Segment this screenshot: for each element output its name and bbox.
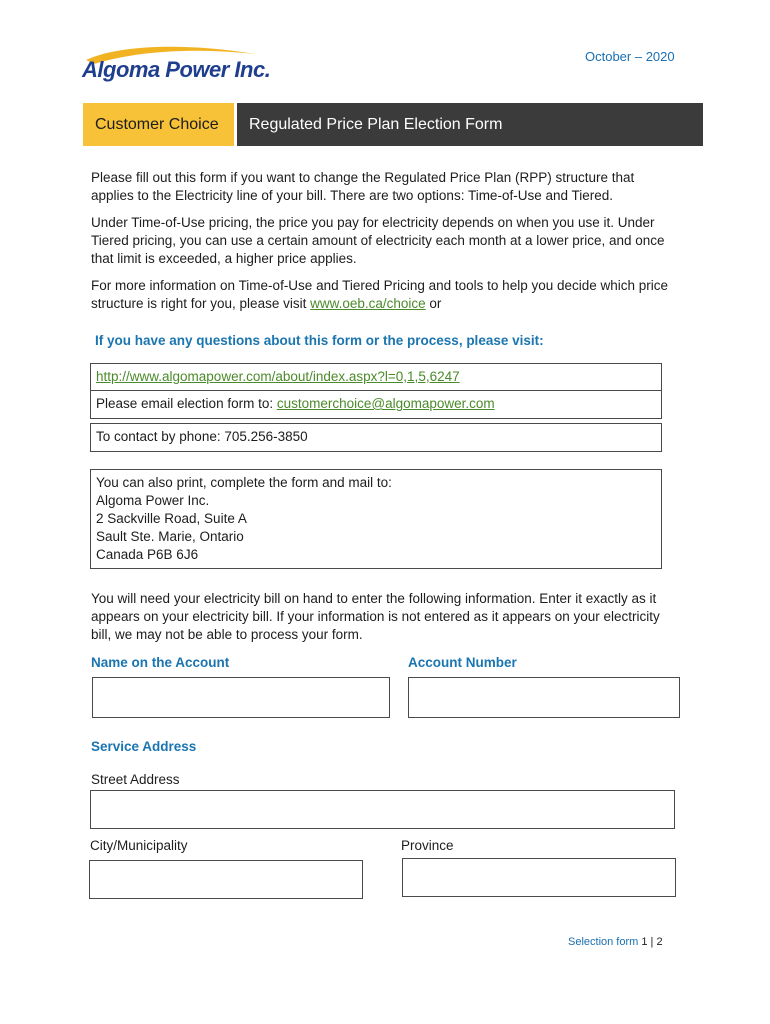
mail-line: Canada P6B 6J6 — [96, 547, 199, 562]
logo-text: Algoma Power Inc. — [82, 57, 271, 82]
footer-separator: | — [647, 936, 657, 948]
footer-page-number: 1 — [641, 936, 648, 948]
mail-address-box — [90, 469, 662, 569]
email-prefix: Please email election form to: — [96, 396, 277, 411]
form-title: Regulated Price Plan Election Form — [237, 103, 703, 146]
mail-line: Algoma Power Inc. — [96, 493, 210, 508]
footer-page-total: 2 — [656, 936, 663, 948]
mail-line: 2 Sackville Road, Suite A — [96, 511, 247, 526]
account-label: Account Number — [408, 655, 517, 670]
mail-line: Sault Ste. Marie, Ontario — [96, 529, 244, 544]
page-footer — [568, 936, 663, 948]
email-link[interactable]: customerchoice@algomapower.com — [276, 396, 495, 411]
street-address-field[interactable] — [90, 790, 675, 829]
city-label: City/Municipality — [90, 838, 188, 853]
intro-paragraph-3-text: For more information on Time-of-Use and Tiered Pricing and tools to help you decide which price structure is right for you, please visit — [91, 278, 669, 311]
intro-paragraph-3 — [91, 277, 671, 313]
province-field[interactable] — [402, 858, 676, 897]
intro-paragraph-2: Under Time-of-Use pricing, the price you pay for electricity depends on when you use it. Under Tiered pricing, you can use a certain amount of electricity each month at a lower price, and once that limit is exceeded, a higher price applies. — [91, 215, 665, 266]
intro-paragraph-3-tail: or — [425, 296, 442, 311]
street-label: Street Address — [91, 772, 180, 787]
section-label: Customer Choice — [83, 103, 234, 146]
name-field[interactable] — [92, 677, 390, 718]
name-label: Name on the Account — [91, 655, 230, 670]
contact-email-box — [90, 391, 662, 419]
mail-line: You can also print, complete the form and mail to: — [96, 475, 392, 490]
service-address-heading: Service Address — [91, 739, 197, 754]
document-date: October – 2020 — [585, 49, 675, 64]
contact-url-box — [90, 363, 662, 391]
contact-heading: If you have any questions about this form or the process, please visit: — [95, 333, 544, 348]
oeb-choice-link[interactable]: www.oeb.ca/choice — [310, 296, 426, 311]
account-number-field[interactable] — [408, 677, 680, 718]
algoma-url-link[interactable]: http://www.algomapower.com/about/index.aspx?l=0,1,5,6247 — [96, 369, 460, 384]
intro-paragraph-1: Please fill out this form if you want to change the Regulated Price Plan (RPP) structure that applies to the Electricity line of your bill. There are two options: Time-of-Use and Tiered. — [91, 170, 635, 203]
contact-phone-box — [90, 423, 662, 452]
instructions-paragraph: You will need your electricity bill on hand to enter the following information. Enter it exactly as it appears on your electricity bill. If your information is not entered as it appears on your electricity bill, we may not be able to process your form. — [91, 591, 660, 642]
city-field[interactable] — [89, 860, 363, 899]
company-logo — [80, 46, 270, 88]
footer-label: Selection form — [568, 936, 642, 948]
phone-text: To contact by phone: 705.256-3850 — [96, 429, 308, 444]
province-label: Province — [401, 838, 454, 853]
